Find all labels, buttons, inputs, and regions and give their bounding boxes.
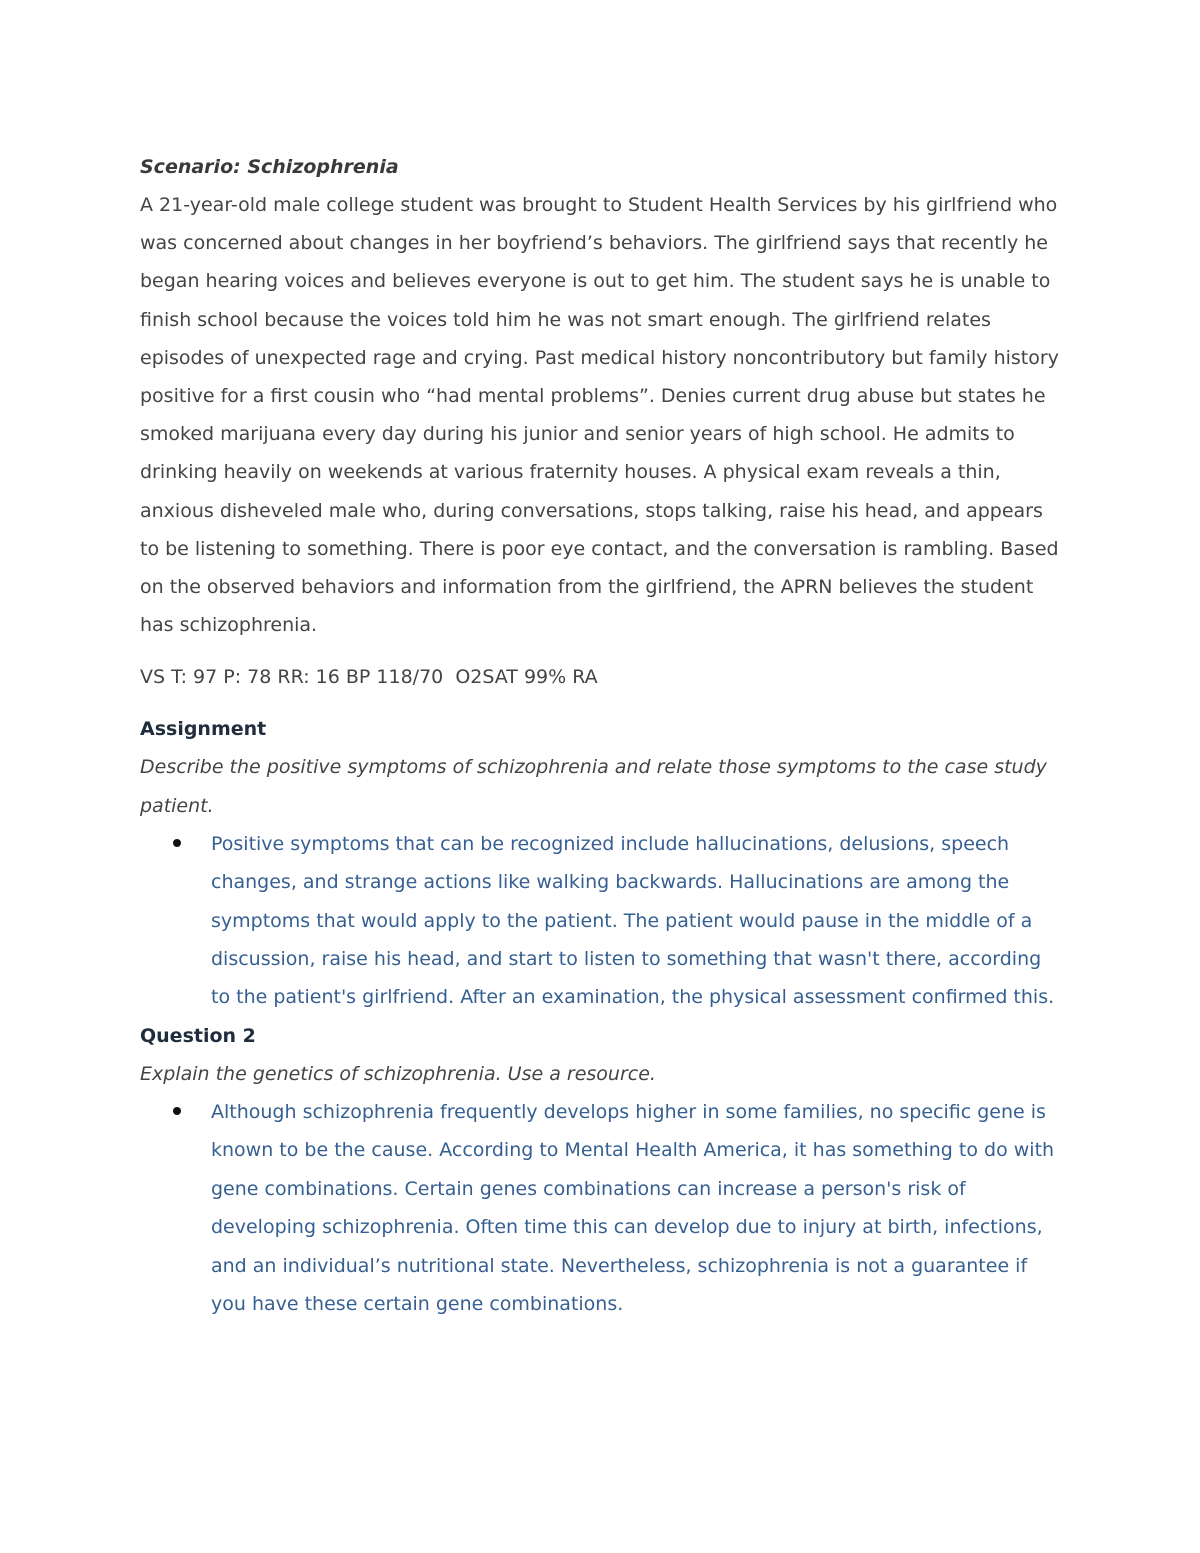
vital-signs: VS T: 97 P: 78 RR: 16 BP 118/70 O2SAT 99% RA	[140, 666, 598, 689]
list-item	[140, 1093, 1060, 1323]
bullet-icon	[173, 1107, 181, 1115]
question-2-prompt: Explain the genetics of schizophrenia. Use a resource.	[140, 1062, 656, 1085]
assignment-answer-list	[140, 825, 1060, 1017]
assignment-heading: Assignment	[140, 718, 267, 741]
question-2-answer-list	[140, 1093, 1060, 1323]
bullet-icon	[173, 839, 181, 847]
document-page	[140, 148, 1060, 1324]
question-2-heading: Question 2	[140, 1024, 256, 1047]
assignment-answer: Positive symptoms that can be recognized include hallucinations, delusions, speech changes, and strange actions like walking backwards. Hallucinations are among the symptoms that would apply to the patient. The patient would pause in the middle of a discussion, raise his head, and start to listen to something that wasn't there, according to the patient's girlfriend. After an examination, the physical assessment confirmed this.	[211, 832, 1055, 1009]
assignment-prompt: Describe the positive symptoms of schizophrenia and relate those symptoms to the case study patient.	[140, 756, 1047, 817]
list-item	[140, 825, 1060, 1017]
scenario-paragraph: A 21-year-old male college student was brought to Student Health Services by his girlfriend who was concerned about changes in her boyfriend’s behaviors. The girlfriend says that recently he began hearing voices and believes everyone is out to get him. The student says he is unable to finish school because the voices told him he was not smart enough. The girlfriend relates episodes of unexpected rage and crying. Past medical history noncontributory but family history positive for a first cousin who “had mental problems”. Denies current drug abuse but states he smoked marijuana every day during his junior and senior years of high school. He admits to drinking heavily on weekends at various fraternity houses. A physical exam reveals a thin, anxious disheveled male who, during conversations, stops talking, raise his head, and appears to be listening to something. There is poor eye contact, and the conversation is rambling. Based on the observed behaviors and information from the girlfriend, the APRN believes the student has schizophrenia.	[140, 194, 1059, 637]
scenario-title: Scenario: Schizophrenia	[140, 156, 399, 178]
question-2-answer: Although schizophrenia frequently develops higher in some families, no specific gene is known to be the cause. According to Mental Health America, it has something to do with gene combinations. Certain genes combinations can increase a person's risk of developing schizophrenia. Often time this can develop due to injury at birth, infections, and an individual’s nutritional state. Nevertheless, schizophrenia is not a guarantee if you have these certain gene combinations.	[211, 1101, 1055, 1316]
